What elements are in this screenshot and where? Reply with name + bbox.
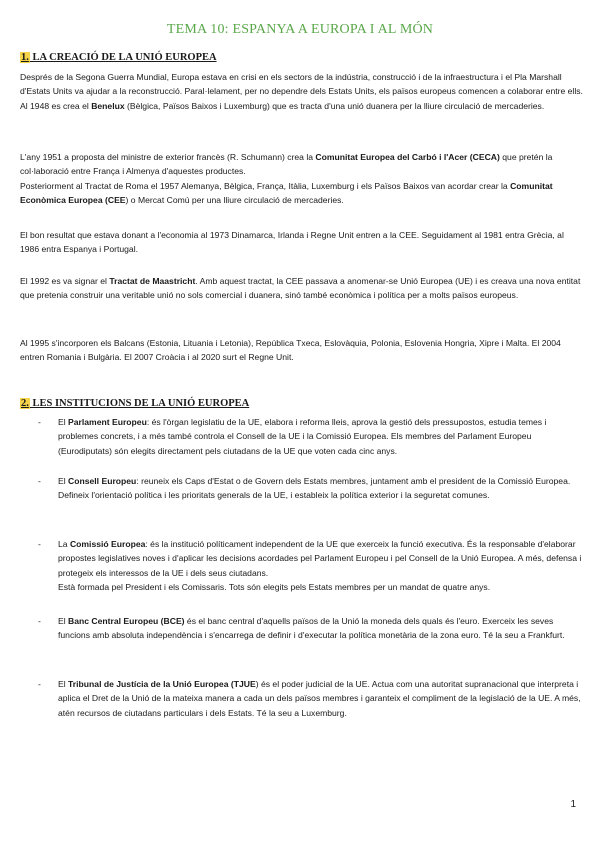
list-dash: - [38, 417, 41, 427]
term-cee: Comunitat Econòmica Europea (CEE [20, 180, 553, 205]
list-item-parlament: - El Parlament Europeu: és l'òrgan legislatiu de la UE, elabora i reforma lleis, aprova la gestió dels pressupostos, estudia temes i problemes concrets, i a més també controla el Consell de la UE i la Comissió Europea. Els membres del Parlament Europeu (Eurodiputats) són elegits directament pels ciutadans de la UE que voten cada cinc anys. [38, 417, 547, 456]
page-title: TEMA 10: ESPANYA A EUROPA I AL MÓN [166, 22, 434, 37]
section-2-title: LES INSTITUCIONS DE LA UNIÓ EUROPEA [32, 398, 250, 409]
list-item-comissio: - La Comissió Europea: és la institució políticament independent de la UE que exerceix la funció executiva. És la responsable d'elaborar propostes legislatives noves i d'aplicar les decisions acordades pel Parlament Europeu i pel Consell de la Unió Europea. A més, defensa i protegeix els interessos de la UE i dels seus ciutadans. Està formada pel President i els Comissaris. Tots són elegits pels Estats membres per un mandat de quatre anys. [38, 539, 582, 592]
list-dash: - [38, 616, 41, 626]
paragraph-3: El bon resultat que estava donant a l'economia al 1973 Dinamarca, Irlanda i Regne Unit entren a la CEE. Seguidament al 1981 entra Grècia, al 1986 entra Espanya i Portugal. [20, 230, 564, 255]
section-2-heading [20, 398, 249, 409]
section-1-title: LA CREACIÓ DE LA UNIÓ EUROPEA [32, 52, 217, 63]
term-maastricht: Tractat de Maastricht [109, 276, 196, 286]
term-ceca: Comunitat Europea del Carbó i l'Acer (CECA) [315, 152, 500, 162]
list-item-bce: - El Banc Central Europeu (BCE) és el banc central d'aquells països de la Unió la moneda dels quals és l'euro. Exerceix les seves funcions amb absoluta independència i s'encarrega de definir i d'executar la política monetària de la zona euro. Té la seu a Frankfurt. [38, 616, 565, 641]
term-benelux: Benelux [91, 100, 125, 111]
section-1-heading [20, 52, 217, 63]
paragraph-1: Després de la Segona Guerra Mundial, Europa estava en crisi en els sectors de la indústria, construcció i de la infraestructura i el Pla Marshall d'Estats Units va ajudar a la reconstrucció. Paral·lelament, per no dependre dels Estats Units, els països europeus comencen a colaborar entre ells. Al 1948 es crea el Benelux (Bèlgica, Països Baixos i Luxemburg) que es tracta d'una unió duanera per la lliure circulació de mercaderies. [20, 72, 583, 111]
section-1-number: 1. [21, 52, 29, 63]
list-dash: - [38, 679, 41, 689]
paragraph-5: Al 1995 s'incorporen els Balcans (Estonia, Lituania i Letonia), República Txeca, Eslovàquia, Polonia, Eslovenia Hongria, Xipre i Malta. El 2004 entren Romania i Bulgària. El 2007 Croàcia i al 2020 surt el Regne Unit. [20, 338, 561, 363]
paragraph-2: L'any 1951 a proposta del ministre de exterior francès (R. Schumann) crea la Comunitat Europea del Carbó i l'Acer (CECA) que pretén la col·laboració entre França i Almenya d'aquestes productes. Posteriorment al Tractat de Roma el 1957 Alemanya, Bèlgica, França, Itàlia, Luxemburg i els Països Baixos van acordar crear la Comunitat Econòmica Europea (CEE) o Mercat Comú per una lliure circulació de mercaderies. [20, 152, 553, 205]
list-item-tjue: - El Tribunal de Justícia de la Unió Europea (TJUE) és el poder judicial de la UE. Actua com una autoritat supranacional que interpreta i aplica el Dret de la Unió de la mateixa manera a cada un dels països membres i garanteix el compliment de la legislació de la UE. A més, atén recursos de ciutadans particulars i dels Estats. Té la seu a Luxemburg. [38, 679, 581, 718]
section-2-number: 2. [21, 398, 29, 409]
list-dash: - [38, 539, 41, 549]
list-item-consell: - El Consell Europeu: reuneix els Caps d'Estat o de Govern dels Estats membres, juntament amb el president de la Comissió Europea. Defineix l'orientació política i les prioritats generals de la UE, i estableix la política exterior i la seguretat comunes. [38, 476, 571, 501]
list-dash: - [38, 476, 41, 486]
page-number: 1 [570, 799, 576, 810]
paragraph-4: El 1992 es va signar el Tractat de Maastricht. Amb aquest tractat, la CEE passava a anomenar-se Unió Europea (UE) i es creava una nova entitat que pretenia construir una veritable unió no sols comercial i duanera, sinó també econòmica i política per a molts països europeus. [20, 276, 581, 301]
